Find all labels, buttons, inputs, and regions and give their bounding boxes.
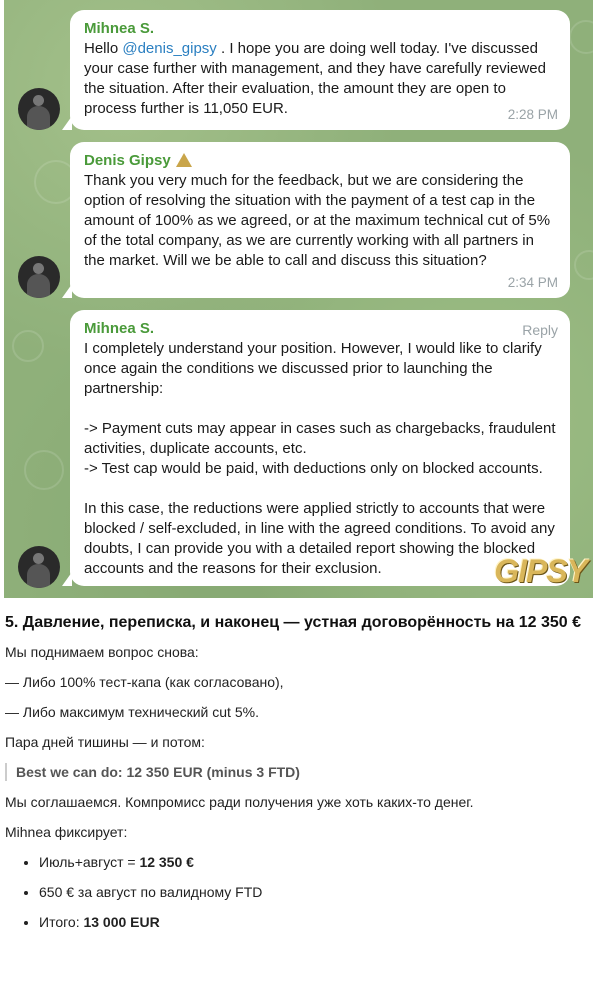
paragraph: Пара дней тишины — и потом:	[5, 734, 205, 750]
message-time: 2:34 PM	[507, 275, 558, 290]
message-text: I completely understand your position. However, I would like to clarify once again the conditions we discussed prior to launching the partnership: -> Payment cuts may appear in cases such as chargebacks, fraudulent activities, duplicate accounts, etc. -> Test cap would be paid, with deductions only on blocked accounts. In this case, the reductions were applied strictly to accounts that were blocked / self-excluded, in line with the agreed conditions. To avoid any doubts, I can provide you with a detailed report showing the blocked accounts and the reasons for their exclusion.	[84, 340, 556, 577]
avatar-mihnea[interactable]	[18, 88, 60, 130]
background-doodle	[574, 250, 593, 280]
background-doodle	[569, 20, 593, 54]
gipsy-logo-icon	[176, 153, 192, 167]
message-sender[interactable]: Denis Gipsy	[84, 152, 558, 169]
gipsy-watermark-logo: GIPSY	[494, 553, 587, 589]
message-bubble[interactable]	[70, 142, 570, 298]
paragraph: — Либо максимум технический cut 5%.	[5, 704, 259, 720]
message-sender[interactable]: Mihnea S.	[84, 20, 155, 37]
reply-button[interactable]: Reply	[522, 322, 558, 338]
avatar-denis[interactable]	[18, 256, 60, 298]
message-bubble[interactable]	[70, 10, 570, 130]
paragraph: — Либо 100% тест-капа (как согласовано),	[5, 674, 284, 690]
message-bubble[interactable]	[70, 310, 570, 586]
paragraph: Мы поднимаем вопрос снова:	[5, 644, 199, 660]
section-heading: 5. Давление, переписка, и наконец — устная договорённость на 12 350 €	[5, 614, 581, 631]
background-doodle	[12, 330, 44, 362]
message-text: Hello @denis_gipsy . I hope you are doing well today. I've discussed your case further with management, and they have carefully reviewed the situation. After their evaluation, the amount they are open to process further is 11,050 EUR.	[84, 40, 546, 117]
mention-link[interactable]: @denis_gipsy	[122, 40, 217, 57]
message-text: Thank you very much for the feedback, but we are considering the option of resolving the situation with the payment of a test cap in the amount of 100% as we agreed, or at the maximum technical cut of 5% of the total company, as we are currently working with all partners in the market. Will we be able to call and discuss this situation?	[84, 172, 551, 269]
background-doodle	[24, 450, 64, 490]
message-time: 2:28 PM	[507, 107, 558, 122]
paragraph: Mihnea фиксирует:	[5, 824, 128, 840]
article-body	[0, 612, 597, 931]
avatar-mihnea[interactable]	[18, 546, 60, 588]
list-item: • Итого: 13 000 EUR	[39, 913, 592, 931]
blockquote: Best we can do: 12 350 EUR (minus 3 FTD)	[5, 763, 592, 781]
list-item: • 650 € за август по валидному FTD	[39, 883, 592, 901]
message-sender[interactable]: Mihnea S.	[84, 320, 155, 337]
paragraph: Мы соглашаемся. Компромисс ради получения уже хоть каких-то денег.	[5, 794, 474, 810]
chat-screenshot	[4, 0, 593, 598]
summary-list	[5, 853, 592, 931]
list-item: • Июль+август = 12 350 €	[39, 853, 592, 871]
